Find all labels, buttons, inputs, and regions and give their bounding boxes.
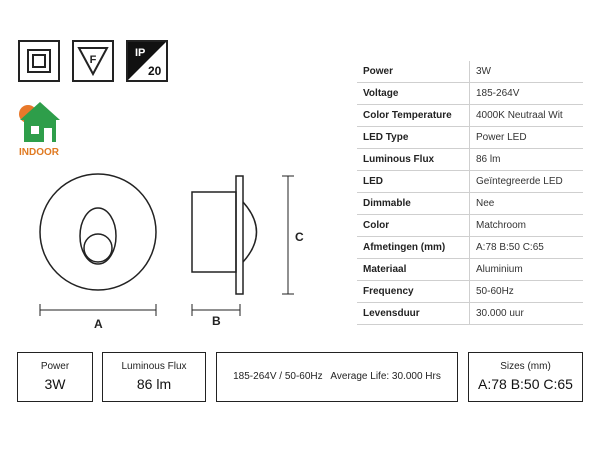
dimension-drawing (0, 160, 340, 340)
spec-value: 30.000 uur (470, 303, 584, 325)
spec-key: Color (357, 215, 470, 237)
side-view-dome (243, 202, 257, 262)
summary-flux-label: Luminous Flux (121, 361, 187, 372)
spec-row (357, 149, 583, 171)
spec-key: Dimmable (357, 193, 470, 215)
ip-top-text: IP (135, 47, 146, 59)
ip20-badge (126, 40, 168, 82)
spec-value: 50-60Hz (470, 281, 584, 303)
spec-value: Matchroom (470, 215, 584, 237)
spec-key: Luminous Flux (357, 149, 470, 171)
summary-electrical-box (216, 352, 458, 402)
summary-sizes-label: Sizes (mm) (500, 361, 551, 372)
spec-row (357, 237, 583, 259)
spec-row (357, 281, 583, 303)
spec-table (357, 61, 583, 325)
dimension-label-c: C (295, 230, 304, 244)
ip-rating-icon (128, 42, 166, 80)
summary-power-box (17, 352, 93, 402)
spec-row (357, 83, 583, 105)
summary-electrical-text: 185-264V / 50-60Hz Average Life: 30.000 Hrs (233, 371, 441, 382)
front-view-lens (84, 234, 112, 262)
side-view-flange (236, 176, 243, 294)
spec-row (357, 215, 583, 237)
summary-power-label: Power (40, 361, 70, 372)
spec-value: 4000K Neutraal Wit (470, 105, 584, 127)
spec-row (357, 105, 583, 127)
spec-key: Materiaal (357, 259, 470, 281)
f-mark-badge (72, 40, 114, 82)
indoor-label: INDOOR (19, 147, 59, 158)
spec-key: Power (357, 61, 470, 83)
spec-value: 3W (470, 61, 584, 83)
spec-value: Aluminium (470, 259, 584, 281)
spec-value: Geïntegreerde LED (470, 171, 584, 193)
spec-key: Levensduur (357, 303, 470, 325)
spec-row (357, 259, 583, 281)
spec-row (357, 303, 583, 325)
spec-value: 185-264V (470, 83, 584, 105)
spec-value: 86 lm (470, 149, 584, 171)
f-triangle-icon (74, 42, 112, 80)
f-mark-text: F (89, 54, 97, 66)
indoor-house-icon (16, 100, 64, 146)
summary-flux-box (102, 352, 206, 402)
spec-key: Color Temperature (357, 105, 470, 127)
spec-value: A:78 B:50 C:65 (470, 237, 584, 259)
dimension-label-b: B (212, 314, 221, 328)
summary-sizes-value: A:78 B:50 C:65 (478, 376, 573, 392)
class-ii-badge (18, 40, 60, 82)
dimension-label-a: A (94, 317, 103, 331)
double-square-icon (20, 42, 58, 80)
spec-key: Voltage (357, 83, 470, 105)
spec-key: Afmetingen (mm) (357, 237, 470, 259)
spec-value: Nee (470, 193, 584, 215)
summary-power-value: 3W (44, 376, 66, 392)
summary-flux-value: 86 lm (136, 376, 172, 392)
front-view-circle (40, 174, 156, 290)
spec-row (357, 193, 583, 215)
spec-key: Frequency (357, 281, 470, 303)
side-view-body (192, 192, 236, 272)
spec-key: LED Type (357, 127, 470, 149)
summary-sizes-box (468, 352, 583, 402)
ip-bottom-text: 20 (148, 64, 162, 78)
spec-row (357, 61, 583, 83)
spec-row (357, 171, 583, 193)
spec-value: Power LED (470, 127, 584, 149)
spec-row (357, 127, 583, 149)
spec-key: LED (357, 171, 470, 193)
